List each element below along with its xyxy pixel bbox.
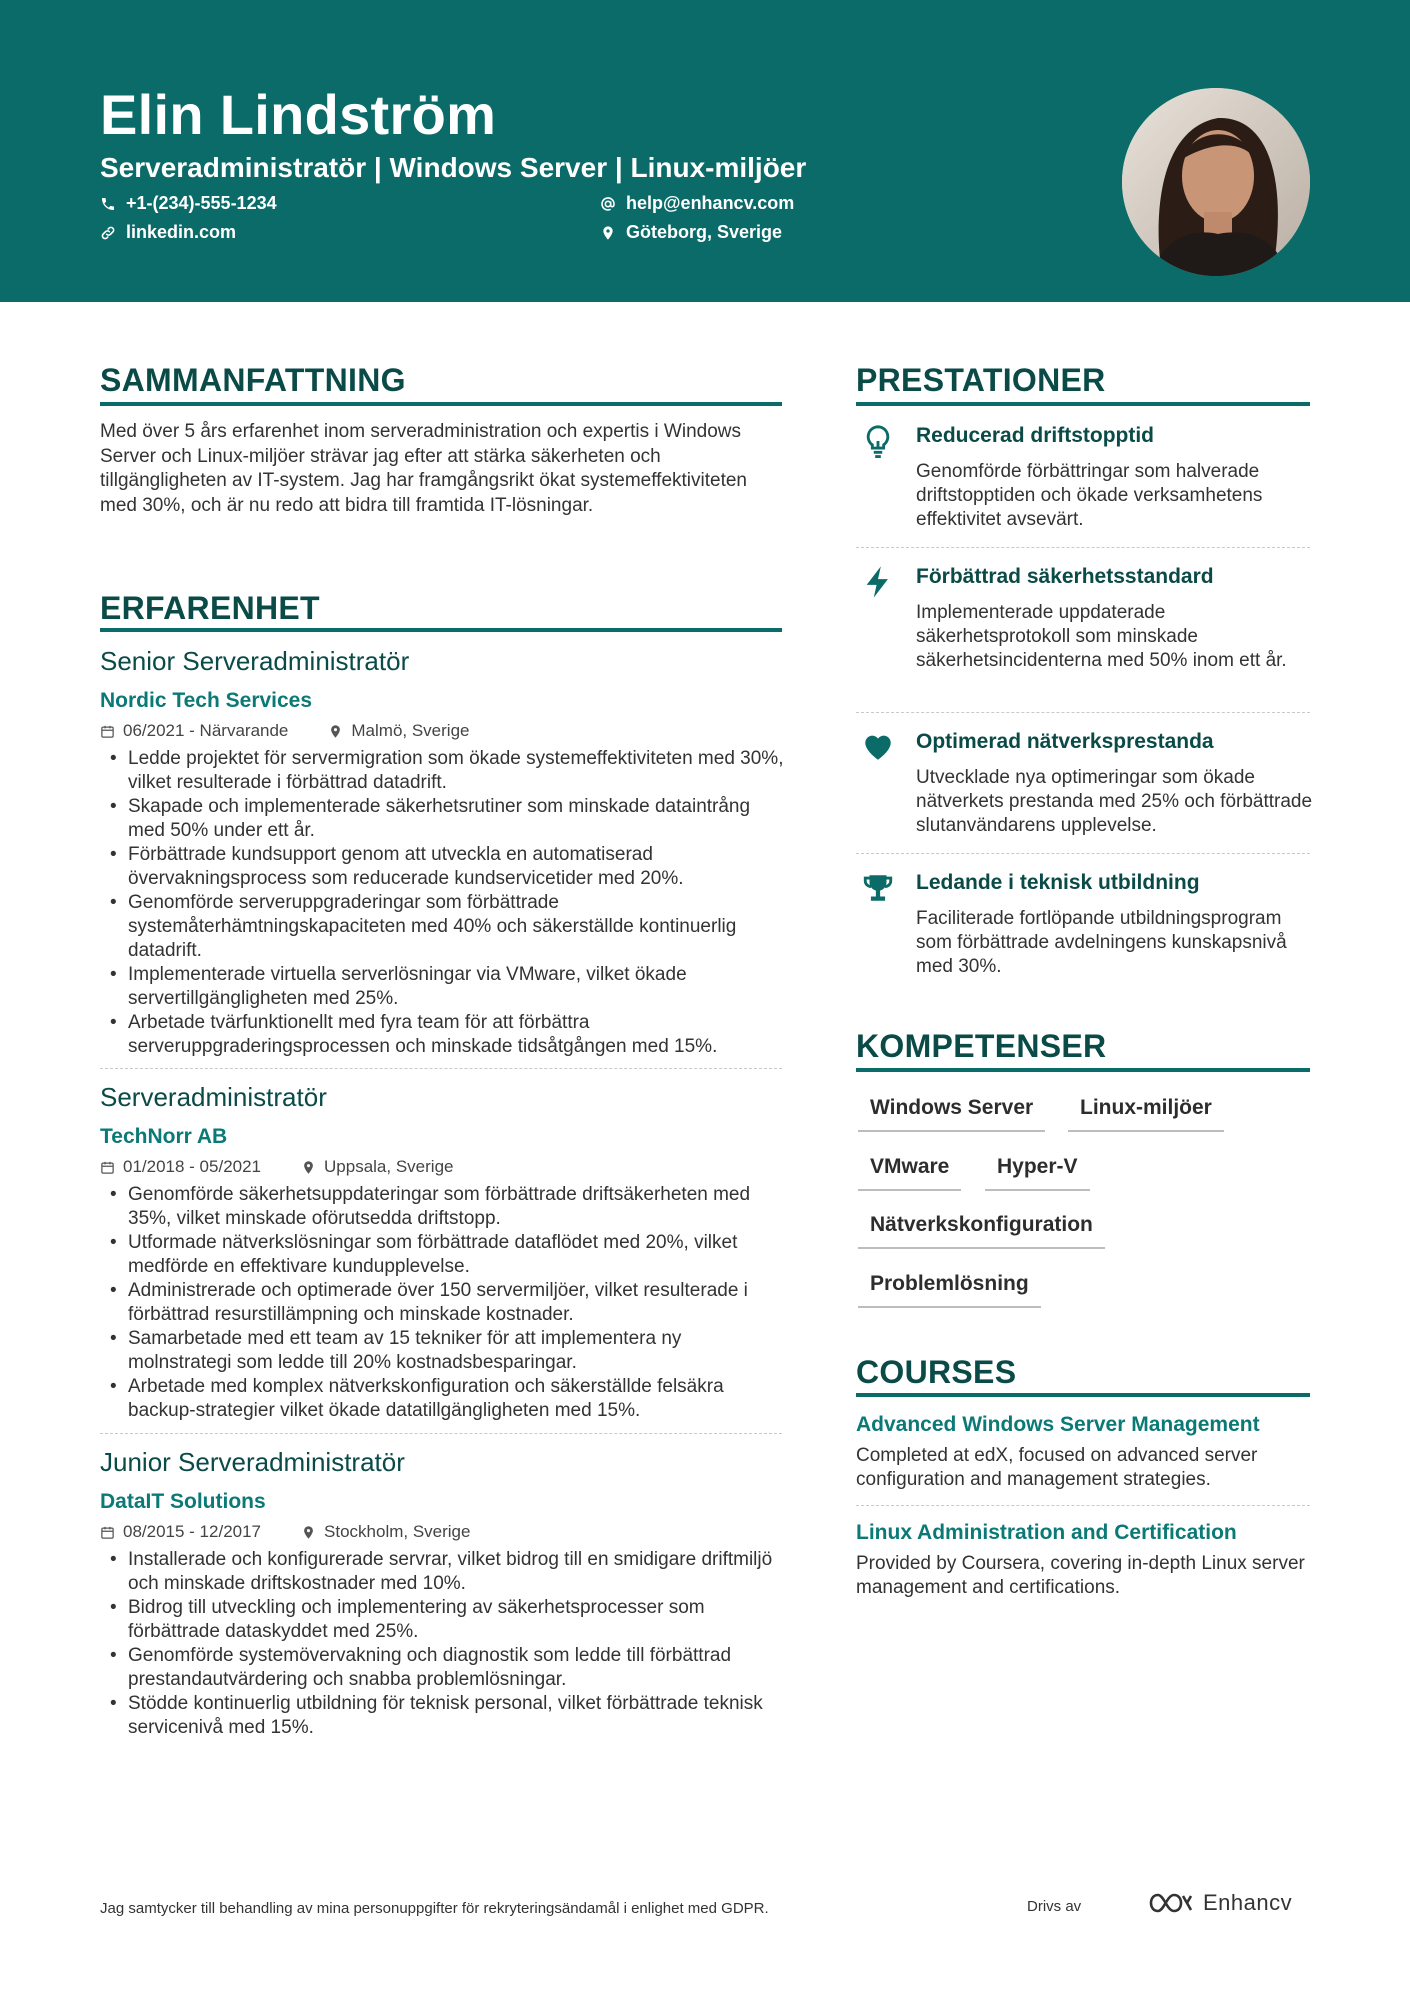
- heart-icon: [861, 730, 895, 764]
- achievement-desc: Faciliterade fortlöpande utbildningsprogram som förbättrade avdelningens kunskapsnivå med 30%.: [916, 908, 1287, 977]
- bullet-item: • Förbättrade kundsupport genom att utveckla en automatiserad övervakningsprocess som reducerade kundservicetider med 20%.: [100, 843, 784, 891]
- job-bullets: [100, 747, 784, 1059]
- achievement-desc: Utvecklade nya optimeringar som ökade nätverkets prestanda med 25% och förbättrade slutanvändarens upplevelse.: [916, 767, 1313, 836]
- at-icon: [600, 196, 616, 212]
- achievement-desc: Genomförde förbättringar som halverade driftstopptiden och ökade verksamhetens effektivitet avsevärt.: [916, 461, 1263, 530]
- job-company: Nordic Tech Services: [100, 689, 313, 712]
- job-separator: [100, 1068, 782, 1069]
- achievement-title: Förbättrad säkerhetsstandard: [916, 565, 1214, 588]
- candidate-headline: Serveradministratör | Windows Server | Linux-miljöer: [100, 152, 807, 183]
- bullet-item: • Utformade nätverkslösningar som förbättrade dataflödet med 20%, vilket medförde en effektivare kundupplevelse.: [100, 1231, 784, 1279]
- skill-tag: Problemlösning: [858, 1272, 1041, 1308]
- course-separator: [856, 1505, 1310, 1506]
- job-title: Senior Serveradministratör: [100, 646, 410, 676]
- bullet-item: • Samarbetade med ett team av 15 tekniker för att implementera ny molnstrategi som ledde till 20% kostnadsbesparingar.: [100, 1327, 784, 1375]
- achievement-separator: [856, 547, 1310, 548]
- link-icon: [100, 225, 116, 241]
- skill-tag: Nätverkskonfiguration: [858, 1213, 1105, 1249]
- achievement-title: Reducerad driftstopptid: [916, 424, 1155, 447]
- contact-phone[interactable]: [100, 193, 277, 214]
- course-title: Linux Administration and Certification: [856, 1521, 1237, 1544]
- email-text: help@enhancv.com: [626, 193, 795, 213]
- job-entry: [100, 1082, 784, 1423]
- skill-tag: Hyper-V: [985, 1155, 1090, 1191]
- candidate-name: Elin Lindström: [100, 83, 497, 146]
- bullet-item: • Installerade och konfigurerade servrar, vilket bidrog till en smidigare driftmiljö och minskade driftskostnader med 10%.: [100, 1548, 784, 1596]
- powered-by-label: Drivs av: [1027, 1898, 1082, 1915]
- phone-text: +1-(234)-555-1234: [126, 193, 277, 213]
- achievement-title: Optimerad nätverksprestanda: [916, 730, 1214, 753]
- job-location: Uppsala, Sverige: [324, 1157, 454, 1176]
- course-title: Advanced Windows Server Management: [856, 1413, 1260, 1436]
- bullet-item: • Arbetade tvärfunktionellt med fyra team för att förbättra serveruppgraderingsprocessen och minskade tidsåtgången med 15%.: [100, 1011, 784, 1059]
- contact-location: [600, 222, 782, 243]
- job-meta: [100, 1157, 784, 1177]
- achievements-divider: [856, 402, 1310, 406]
- job-location: Stockholm, Sverige: [324, 1522, 471, 1541]
- job-bullets: [100, 1183, 784, 1423]
- job-company: TechNorr AB: [100, 1125, 228, 1148]
- bullet-item: • Implementerade virtuella serverlösningar via VMware, vilket ökade servertillgängligheten med 25%.: [100, 963, 784, 1011]
- courses-divider: [856, 1393, 1310, 1397]
- courses-heading: COURSES: [856, 1354, 1017, 1390]
- contact-email[interactable]: [600, 193, 794, 214]
- bullet-item: • Skapade och implementerade säkerhetsrutiner som minskade dataintrång med 50% under ett år.: [100, 795, 784, 843]
- location-text: Göteborg, Sverige: [626, 222, 783, 242]
- bullet-item: • Stödde kontinuerlig utbildning för teknisk personal, vilket förbättrade teknisk servicenivå med 15%.: [100, 1692, 784, 1740]
- lightbulb-icon: [861, 424, 895, 458]
- phone-icon: [100, 196, 116, 212]
- bullet-item: • Genomförde serveruppgraderingar som förbättrade systemåterhämtningskapaciteten med 40% och säkerställde kontinuerlig datadrift.: [100, 891, 784, 963]
- calendar-icon: [100, 1525, 115, 1540]
- job-title: Serveradministratör: [100, 1082, 327, 1112]
- skills-divider: [856, 1068, 1310, 1072]
- summary-heading: SAMMANFATTNING: [100, 362, 406, 398]
- skills-heading: KOMPETENSER: [856, 1028, 1107, 1064]
- job-dates: 08/2015 - 12/2017: [123, 1522, 262, 1541]
- summary-divider: [100, 402, 782, 406]
- bullet-item: • Bidrog till utveckling och implementering av säkerhetsprocesser som förbättrade dataskyddet med 25%.: [100, 1596, 784, 1644]
- job-bullets: [100, 1548, 784, 1740]
- skill-tag: Windows Server: [858, 1096, 1045, 1132]
- course-desc: Completed at edX, focused on advanced server configuration and management strategies.: [856, 1445, 1258, 1490]
- trophy-icon: [861, 871, 895, 905]
- avatar: [1122, 88, 1310, 276]
- header-banner: [0, 0, 1410, 302]
- job-meta: [100, 1522, 784, 1542]
- bullet-item: • Ledde projektet för servermigration som ökade systemeffektiviteten med 30%, vilket resulterade i förbättrad datadrift.: [100, 747, 784, 795]
- job-dates: 01/2018 - 05/2021: [123, 1157, 262, 1176]
- job-title: Junior Serveradministratör: [100, 1447, 405, 1477]
- job-meta: [100, 721, 784, 741]
- skill-tag: Linux-miljöer: [1068, 1096, 1224, 1132]
- location-pin-icon: [301, 1160, 316, 1175]
- achievement-title: Ledande i teknisk utbildning: [916, 871, 1200, 894]
- contact-linkedin[interactable]: [100, 222, 236, 243]
- course-desc: Provided by Coursera, covering in-depth Linux server management and certifications.: [856, 1553, 1305, 1598]
- enhancv-logo[interactable]: [1147, 1890, 1292, 1916]
- job-company: DataIT Solutions: [100, 1490, 266, 1513]
- linkedin-text: linkedin.com: [126, 222, 237, 242]
- experience-heading: ERFARENHET: [100, 590, 320, 626]
- skill-tag: VMware: [858, 1155, 961, 1191]
- bullet-item: • Genomförde systemövervakning och diagnostik som ledde till förbättrad prestandautvärdering och snabba problemlösningar.: [100, 1644, 784, 1692]
- job-location: Malmö, Sverige: [351, 721, 470, 740]
- achievement-desc: Implementerade uppdaterade säkerhetsprotokoll som minskade säkerhetsincidenterna med 50% inom ett år.: [916, 602, 1287, 671]
- bullet-item: • Administrerade och optimerade över 150 servermiljöer, vilket resulterade i förbättrad resurstillämpning och minskade kostnader.: [100, 1279, 784, 1327]
- location-pin-icon: [328, 724, 343, 739]
- bullet-item: • Genomförde säkerhetsuppdateringar som förbättrade driftsäkerheten med 35%, vilket minskade oförutsedda driftstopp.: [100, 1183, 784, 1231]
- job-dates: 06/2021 - Närvarande: [123, 721, 289, 740]
- location-pin-icon: [301, 1525, 316, 1540]
- bullet-item: • Arbetade med komplex nätverkskonfiguration och säkerställde felsäkra backup-strategier vilket ökade datatillgängligheten med 15%.: [100, 1375, 784, 1423]
- experience-divider: [100, 628, 782, 632]
- achievements-heading: PRESTATIONER: [856, 362, 1106, 398]
- location-pin-icon: [600, 225, 616, 241]
- achievement-separator: [856, 712, 1310, 713]
- enhancv-logo-icon: [1147, 1890, 1195, 1916]
- calendar-icon: [100, 1160, 115, 1175]
- job-separator: [100, 1433, 782, 1434]
- gdpr-consent: Jag samtycker till behandling av mina personuppgifter för rekryteringsändamål i enlighet med GDPR.: [100, 1900, 769, 1917]
- achievement-separator: [856, 853, 1310, 854]
- lightning-icon: [861, 565, 895, 599]
- summary-text: Med över 5 års erfarenhet inom serveradministration och expertis i Windows Server och Linux-miljöer strävar jag efter att stärka säkerheten och tillgängligheten av IT-system. Jag har framgångsrikt ökat systemeffektiviteten med 30%, och är nu redo att bidra till framtida IT-lösningar.: [100, 421, 748, 516]
- calendar-icon: [100, 724, 115, 739]
- job-entry: [100, 646, 784, 1059]
- brand-name: Enhancv: [1203, 1890, 1293, 1915]
- job-entry: [100, 1447, 784, 1740]
